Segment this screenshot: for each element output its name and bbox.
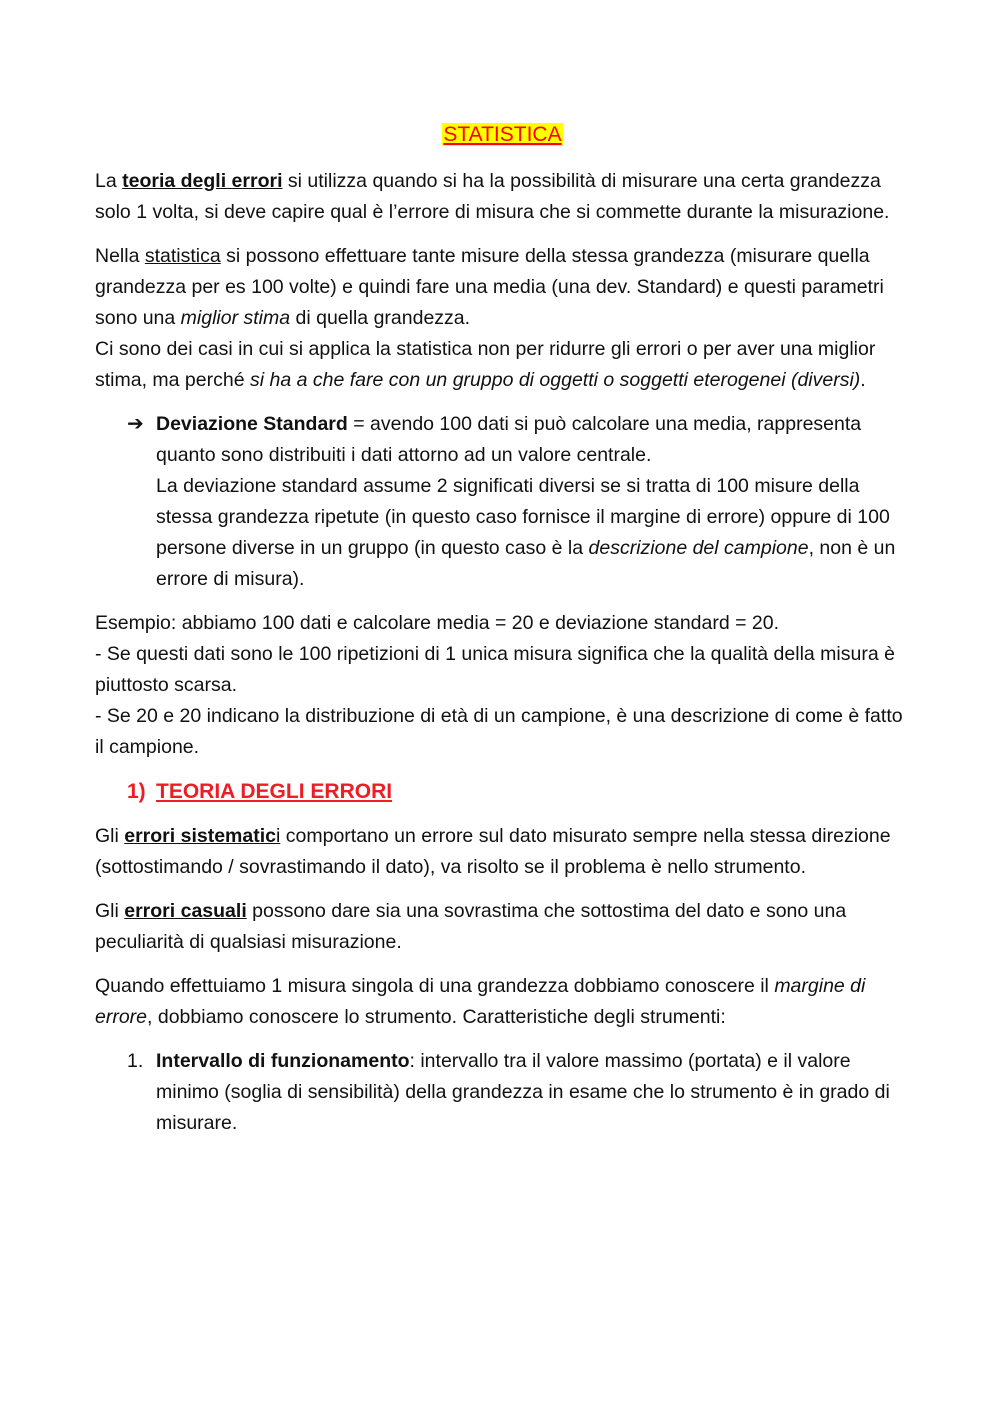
text-run: Quando effettuiamo 1 misura singola di una grandezza dobbiamo conoscere il [95, 975, 775, 997]
emphasis-margine-errore: margine di errore [95, 975, 866, 1028]
example-line-2: - Se questi dati sono le 100 ripetizioni di 1 unica misura significa che la qualità della misura è piuttosto scarsa. [95, 643, 895, 696]
text-run: si utilizza quando si ha la possibilità di misurare una certa grandezza solo 1 volta, si deve capire qual è l’errore di misura che si commette durante la misurazione. [95, 170, 890, 223]
paragraph-esempio [95, 608, 910, 763]
text-run: Nella [95, 245, 145, 267]
term-intervallo-funzionamento: Intervallo di funzionamento [156, 1050, 410, 1072]
text-run: , non è un errore di misura). [156, 537, 896, 590]
term-statistica: statistica [144, 245, 221, 267]
text-run: Gli [95, 900, 125, 922]
emphasis-descrizione-campione: descrizione del campione [588, 537, 809, 559]
section-heading-teoria-errori [95, 776, 910, 807]
paragraph-teoria-errori [95, 166, 910, 228]
emphasis-gruppo-eterogeneo: si ha a che fare con un gruppo di oggetti o soggetti eterogenei (diversi) [249, 369, 861, 391]
paragraph-casi-statistica [95, 334, 910, 396]
term-errori-casuali: errori casuali [124, 900, 247, 922]
section-label: TEORIA DEGLI ERRORI [156, 780, 393, 803]
document-page [95, 118, 910, 1139]
text-run: La [95, 170, 123, 192]
text-run: . [860, 369, 866, 391]
text-run: , dobbiamo conoscere lo strumento. Caratteristiche degli strumenti: [147, 1006, 726, 1028]
text-run: possono dare sia una sovrastima che sottostima del dato e sono una peculiarità di qualsiasi misurazione. [95, 900, 847, 953]
text-run: si possono effettuare tante misure della stessa grandezza (misurare quella grandezza per es 100 volte) e quindi fare una media (una dev. Standard) e questi parametri sono una [95, 245, 884, 329]
page-title [95, 118, 910, 152]
text-run: di quella grandezza. [290, 307, 471, 329]
example-line-1: Esempio: abbiamo 100 dati e calcolare media = 20 e deviazione standard = 20. [95, 612, 780, 634]
paragraph-errori-sistematici [95, 821, 910, 883]
emphasis-miglior-stima: miglior stima [180, 307, 291, 329]
section-number: 1) [127, 780, 146, 803]
paragraph-errori-casuali [95, 896, 910, 958]
term-tail: i [276, 825, 281, 847]
arrow-right-icon: ➔ [127, 413, 144, 435]
term-deviazione-standard: Deviazione Standard [156, 413, 348, 435]
title-text: STATISTICA [443, 123, 562, 146]
bullet-deviazione-standard [95, 409, 910, 595]
list-number: 1. [127, 1050, 144, 1072]
bullet-line-1 [156, 409, 910, 471]
text-run: Gli [95, 825, 125, 847]
list-item [95, 1046, 910, 1139]
bullet-line-2 [156, 471, 910, 595]
example-line-3: - Se 20 e 20 indicano la distribuzione di età di un campione, è una descrizione di come è fatto il campione. [95, 705, 903, 758]
text-run: comportano un errore sul dato misurato sempre nella stessa direzione (sottostimando / sovrastimando il dato), va risolto se il problema è nello strumento. [95, 825, 891, 878]
term-errori-sistematici: errori sistematic [124, 825, 276, 847]
text-run: = avendo 100 dati si può calcolare una media, rappresenta quanto sono distribuiti i dati attorno ad un valore centrale. [156, 413, 862, 466]
text-run: : intervallo tra il valore massimo (portata) e il valore minimo (soglia di sensibilità) della grandezza in esame che lo strumento è in grado di misurare. [156, 1050, 890, 1134]
text-run: Ci sono dei casi in cui si applica la statistica non per ridurre gli errori o per aver una miglior stima, ma perché [95, 338, 876, 391]
paragraph-misura-singola [95, 971, 910, 1033]
text-run: La deviazione standard assume 2 significati diversi se si tratta di 100 misure della stessa grandezza ripetute (in questo caso fornisce il margine di errore) oppure di 100 persone diverse in un gruppo (in questo caso è la [156, 475, 890, 559]
paragraph-statistica [95, 241, 910, 334]
term-teoria-degli-errori: teoria degli errori [122, 170, 283, 192]
